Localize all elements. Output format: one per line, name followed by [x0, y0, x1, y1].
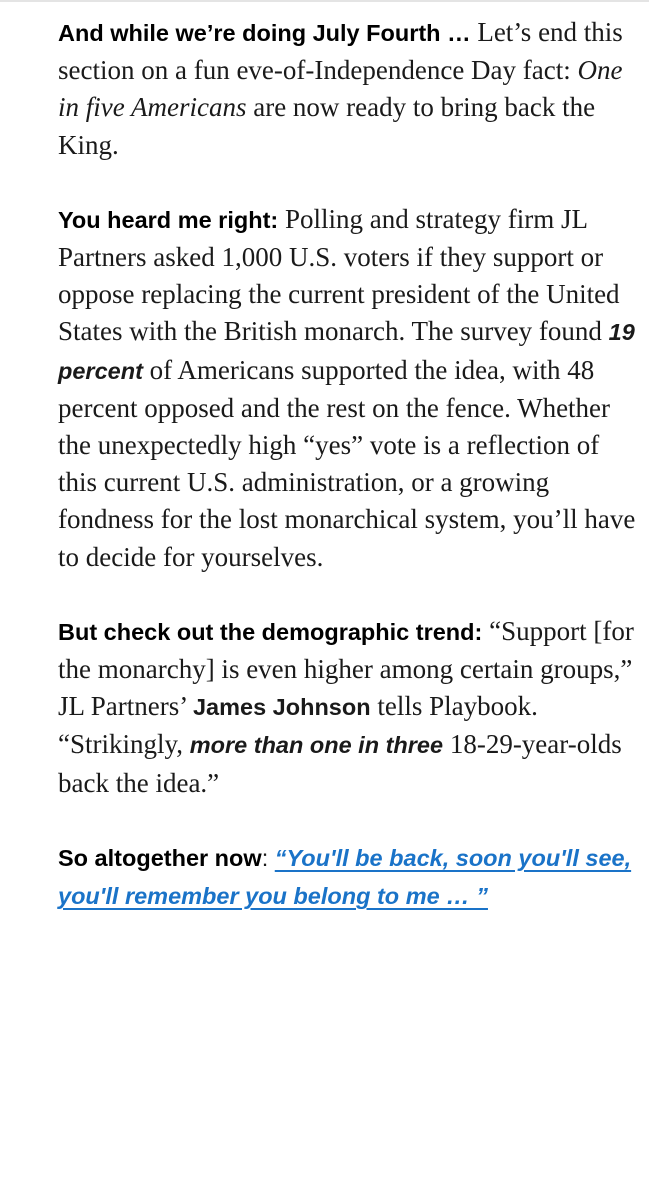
- emphasis-text: more than one in three: [189, 732, 444, 759]
- paragraph-text: Let’s end this section on a fun eve-of-Independence Day fact:: [58, 17, 623, 86]
- paragraph-july-fourth: [58, 14, 638, 164]
- emphasis-text: One in five Americans: [58, 55, 623, 123]
- paragraph-demographic: [58, 613, 638, 802]
- emphasis-text: 19 percent: [58, 319, 635, 384]
- song-lyric-link[interactable]: “You'll be back, soon you'll see, you'll remember you belong to me … ”: [58, 844, 632, 910]
- paragraph-poll: [58, 201, 638, 576]
- paragraph-text: tells Playbook. “Strikingly,: [58, 691, 538, 760]
- paragraph-text: “Support [for the monarchy] is even higher among certain groups,” JL Partners’: [58, 615, 634, 722]
- paragraph-lead: So altogether now: [58, 844, 262, 871]
- paragraph-lead: But check out the demographic trend:: [58, 618, 483, 645]
- paragraph-closing: [58, 839, 638, 915]
- paragraph-text: of Americans supported the idea, with 48 percent opposed and the rest on the fence. Whether the unexpectedly high “yes” vote is a reflection of this current U.S. administration, or a growing fondness for the lost monarchical system, you’ll have to decide for yourselves.: [58, 354, 636, 572]
- top-divider: [0, 0, 649, 2]
- paragraph-lead: And while we’re doing July Fourth …: [58, 20, 471, 46]
- article-body: [58, 14, 638, 952]
- paragraph-text: are now ready to bring back the King.: [58, 92, 596, 160]
- paragraph-text: :: [261, 844, 275, 871]
- person-name: James Johnson: [192, 694, 371, 721]
- paragraph-text: 18-29-year-olds back the idea.”: [58, 729, 622, 798]
- paragraph-text: Polling and strategy firm JL Partners asked 1,000 U.S. voters if they support or oppose replacing the current president of the United States with the British monarch. The survey found: [58, 203, 620, 347]
- paragraph-lead: You heard me right:: [58, 206, 279, 233]
